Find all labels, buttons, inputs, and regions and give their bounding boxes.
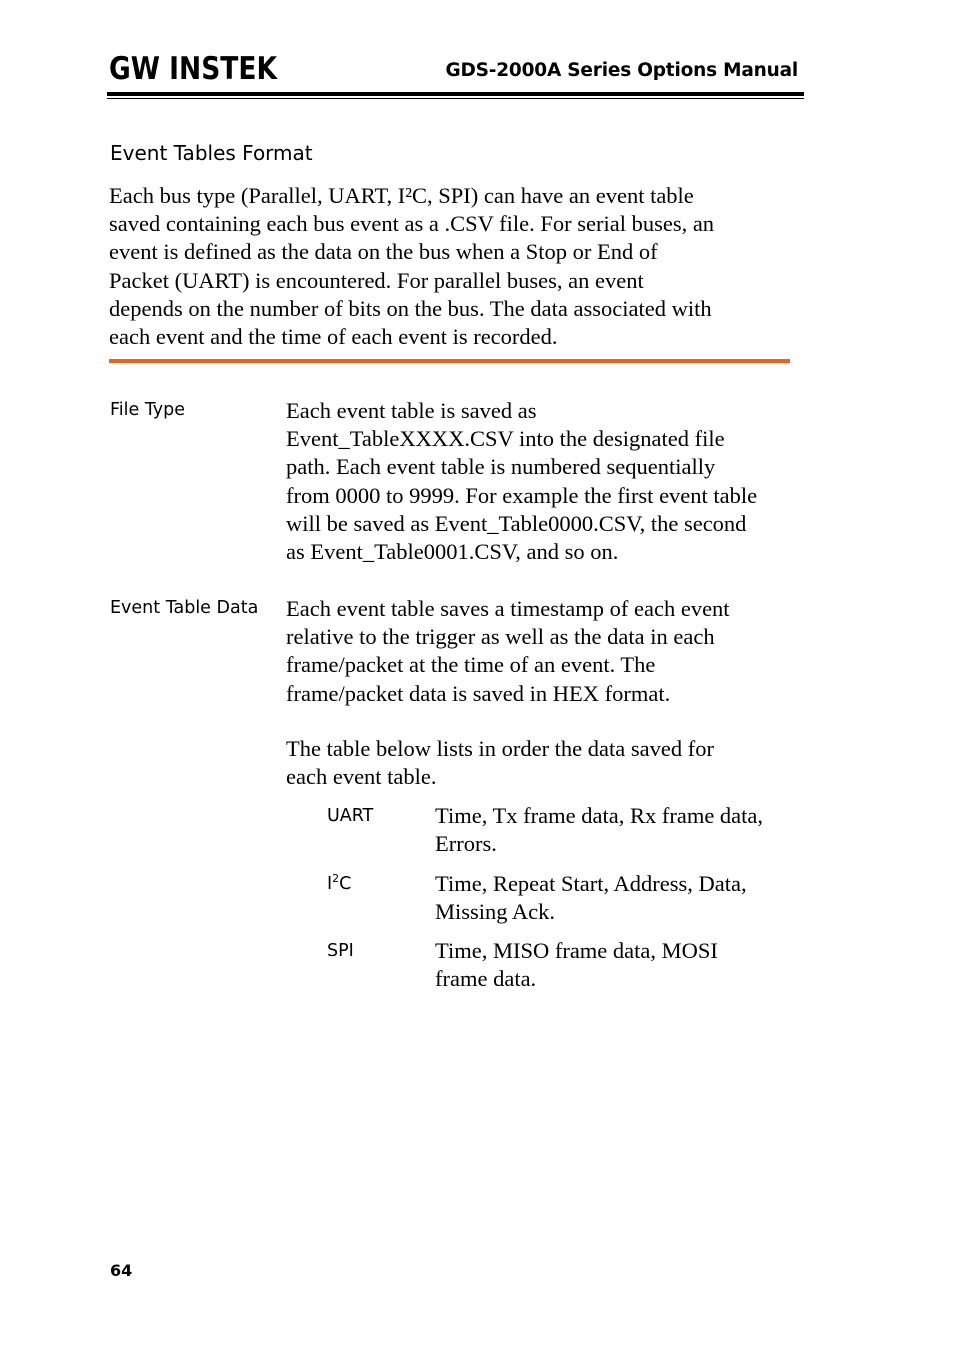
intro-line: each event and the time of each event is recorded.: [109, 324, 558, 350]
event-table-data-paragraph-1: [286, 595, 806, 708]
bus-field-line: Missing Ack.: [435, 899, 556, 925]
bus-label-i2c: [327, 874, 351, 894]
file-type-line: will be saved as Event_Table0000.CSV, the second: [286, 510, 747, 536]
header-rule-thin: [107, 98, 804, 99]
bus-label-i2c-superscript: 2: [332, 872, 340, 885]
event-table-data-line: each event table.: [286, 764, 437, 790]
event-table-data-label: Event Table Data: [110, 598, 259, 618]
gw-instek-logo: [109, 51, 279, 87]
header-rule: [107, 92, 804, 96]
bus-field-line: Time, MISO frame data, MOSI: [435, 938, 718, 963]
bus-fields-uart: [435, 802, 815, 858]
bus-field-line: Errors.: [435, 831, 497, 857]
intro-line: saved containing each bus event as a .CSV file. For serial buses, an: [109, 211, 715, 237]
intro-line: Each bus type (Parallel, UART, I²C, SPI) can have an event table: [109, 183, 694, 208]
section-heading: Event Tables Format: [110, 141, 313, 165]
intro-line: Packet (UART) is encountered. For parallel buses, an event: [109, 267, 644, 293]
manual-title: GDS-2000A Series Options Manual: [445, 60, 798, 81]
file-type-label: File Type: [110, 400, 186, 420]
event-table-data-line: frame/packet data is saved in HEX format.: [286, 680, 671, 706]
event-table-data-paragraph-2: [286, 735, 806, 791]
event-table-data-line: relative to the trigger as well as the data in each: [286, 624, 715, 650]
file-type-line: from 0000 to 9999. For example the first event table: [286, 482, 758, 508]
bus-field-line: frame data.: [435, 966, 537, 992]
bus-fields-spi: [435, 937, 815, 993]
page-number: 64: [110, 1261, 133, 1280]
intro-line: event is defined as the data on the bus when a Stop or End of: [109, 239, 658, 265]
file-type-line: Event_TableXXXX.CSV into the designated file: [286, 426, 725, 452]
file-type-line: as Event_Table0001.CSV, and so on.: [286, 539, 619, 565]
section-divider: [109, 359, 790, 363]
bus-label-i2c-base: I: [327, 874, 333, 894]
file-type-line: Each event table is saved as: [286, 398, 537, 423]
bus-label-uart: UART: [327, 806, 374, 826]
intro-paragraph: [109, 182, 809, 351]
bus-field-line: Time, Tx frame data, Rx frame data,: [435, 803, 764, 828]
bus-label-spi: SPI: [327, 941, 354, 961]
intro-line: depends on the number of bits on the bus. The data associated with: [109, 295, 712, 321]
bus-field-line: Time, Repeat Start, Address, Data,: [435, 871, 747, 896]
svg-text:GW INSTEK: GW INSTEK: [109, 51, 278, 87]
file-type-line: path. Each event table is numbered sequentially: [286, 454, 716, 480]
file-type-description: [286, 397, 806, 566]
event-table-data-line: The table below lists in order the data saved for: [286, 736, 714, 761]
event-table-data-line: frame/packet at the time of an event. The: [286, 652, 656, 678]
bus-label-i2c-tail: C: [339, 874, 352, 894]
event-table-data-line: Each event table saves a timestamp of each event: [286, 596, 730, 621]
bus-fields-i2c: [435, 870, 815, 926]
